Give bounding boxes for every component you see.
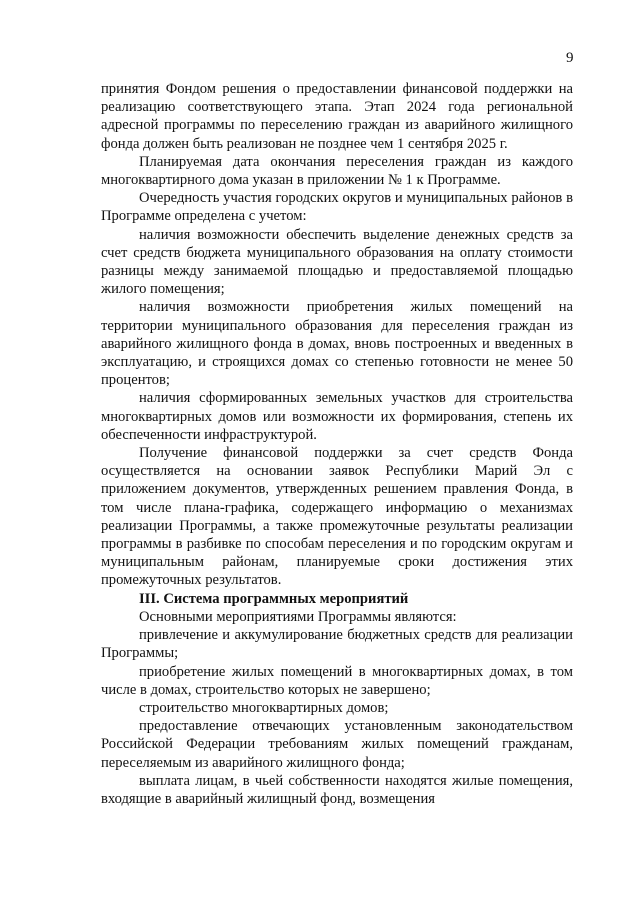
section-heading: III. Система программных мероприятий — [139, 590, 409, 607]
paragraph: Планируемая дата окончания переселения граждан из каждого многоквартирного дома указан в приложении № 1 к Программе. — [101, 153, 573, 189]
paragraph: строительство многоквартирных домов; — [139, 699, 389, 716]
page-number: 9 — [566, 50, 574, 66]
paragraph: Получение финансовой поддержки за счет средств Фонда осуществляется на основании заявок Республики Марий Эл с приложением документов, утвержденных решением правления Фонда, в том числе плана-графика, содержащего информацию о механизмах реализации Программы, а также промежуточные результаты реализации программы в разбивке по способам переселения и по городским округам и муниципальным районам, планируемые сроки достижения этих промежуточных результатов. — [101, 445, 573, 589]
paragraph: Основными мероприятиями Программы являются: — [139, 608, 457, 625]
paragraph: приобретение жилых помещений в многоквартирных домах, в том числе в домах, строительство которых не завершено; — [101, 663, 573, 698]
paragraph: Очередность участия городских округов и муниципальных районов в Программе определена с учетом: — [101, 190, 573, 225]
paragraph: выплата лицам, в чьей собственности находятся жилые помещения, входящие в аварийный жилищный фонд, возмещения — [101, 772, 573, 807]
paragraph: предоставление отвечающих установленным законодательством Российской Федерации требованиям жилых помещений гражданам, переселяемым из аварийного жилищного фонда; — [101, 718, 573, 771]
paragraph: наличия возможности приобретения жилых помещений на территории муниципального образования для переселения граждан из аварийного жилищного фонда в домах, вновь построенных и введенных в эксплуатацию, и строящихся домах со степенью готовности не менее 50 процентов; — [101, 299, 573, 389]
document-body — [101, 80, 573, 808]
paragraph: принятия Фондом решения о предоставлении финансовой поддержки на реализацию соответствующего этапа. Этап 2024 года региональной адресной программы по переселению граждан из аварийного жилищного фонда должен быть реализован не позднее чем 1 сентября 2025 г. — [101, 81, 573, 152]
paragraph: наличия возможности обеспечить выделение денежных средств за счет средств бюджета муниципального образования на оплату стоимости разницы между занимаемой площадью и предоставляемой площадью жилого помещения; — [101, 226, 573, 298]
paragraph: привлечение и аккумулирование бюджетных средств для реализации Программы; — [101, 627, 573, 662]
paragraph: наличия сформированных земельных участков для строительства многоквартирных домов или возможности их формирования, степень их обеспеченности инфраструктурой. — [101, 390, 573, 443]
